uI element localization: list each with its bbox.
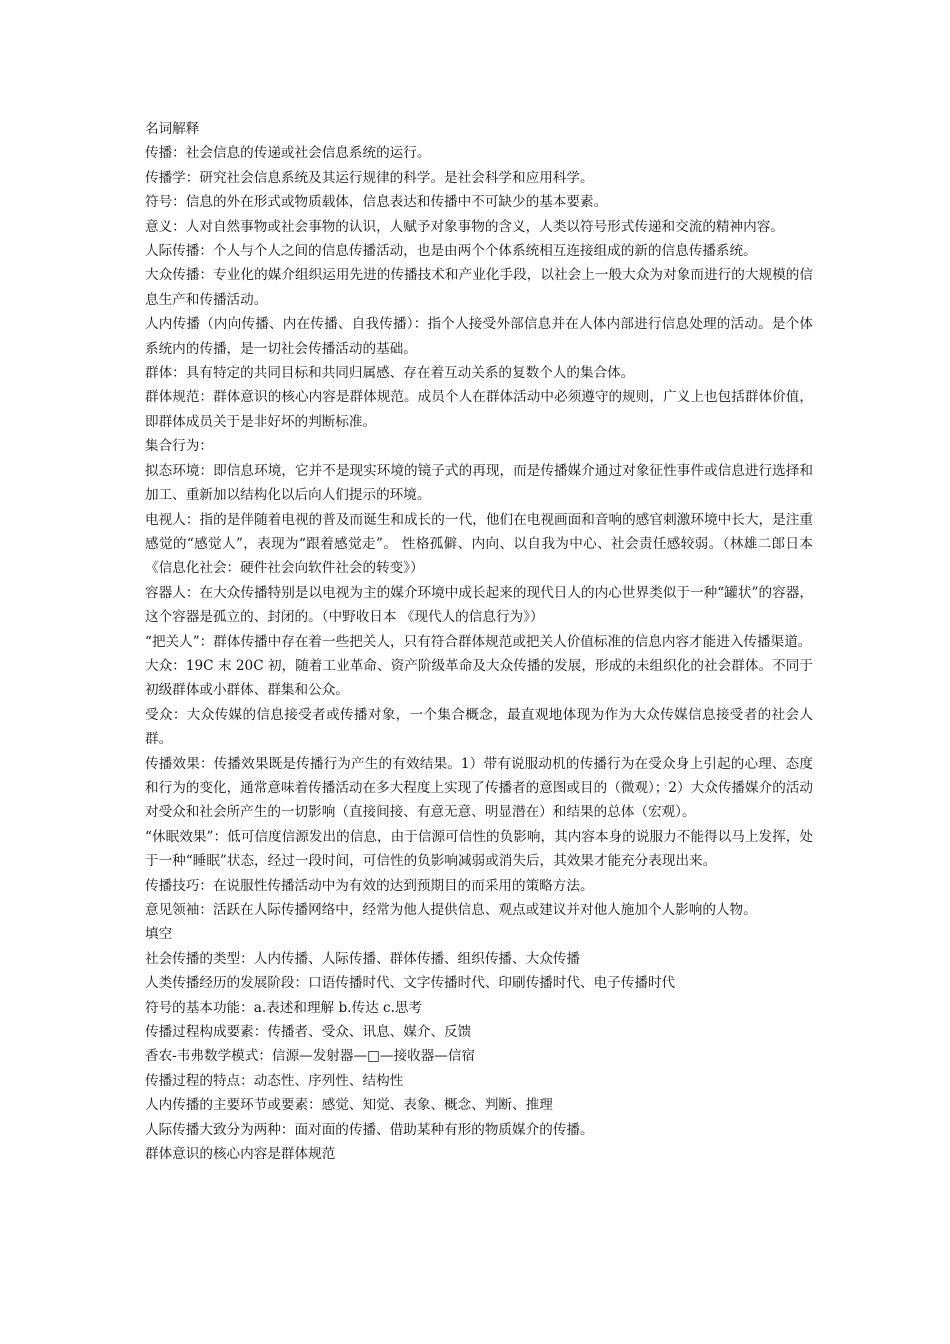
definition-paragraph: 意义：人对自然事物或社会事物的认识，人赋予对象事物的含义，人类以符号形式传递和交流的精神内容。	[145, 218, 784, 235]
definition-paragraph: 大众：19C 末 20C 初，随着工业革命、资产阶级革命及大众传播的发展，形成的未组织化的社会群体。不同于初级群体或小群体、群集和公众。	[145, 657, 813, 699]
section-heading-terms: 名词解释	[145, 121, 200, 137]
definition-paragraph: 群体：具有特定的共同目标和共同归属感、存在着互动关系的复数个人的集合体。	[145, 365, 635, 382]
fill-in-item: 符号的基本功能：a.表述和理解 b.传达 c.思考	[145, 999, 423, 1016]
definition-paragraph: “休眠效果”：低可信度信源发出的信息，由于信源可信性的负影响，其内容本身的说服力不能得以马上发挥，处于一种“睡眠”状态，经过一段时间，可信性的负影响减弱或消失后，其效果才能充分表现出来。	[145, 828, 813, 870]
fill-in-item: 人类传播经历的发展阶段：口语传播时代、文字传播时代、印刷传播时代、电子传播时代	[145, 975, 676, 992]
fill-in-item: 群体意识的核心内容是群体规范	[145, 1146, 336, 1163]
definition-paragraph: 传播技巧：在说服性传播活动中为有效的达到预期目的而采用的策略方法。	[145, 877, 594, 894]
definition-paragraph: 容器人：在大众传播特别是以电视为主的媒介环境中成长起来的现代日人的内心世界类似于一种“罐状”的容器，这个容器是孤立的、封闭的。（中野收日本 《现代人的信息行为》）	[145, 584, 813, 626]
definition-paragraph: 传播学：研究社会信息系统及其运行规律的科学。是社会科学和应用科学。	[145, 169, 594, 186]
definition-paragraph: 拟态环境：即信息环境，它并不是现实环境的镜子式的再现，而是传播媒介通过对象征性事件或信息进行选择和加工、重新加以结构化以后向人们提示的环境。	[145, 462, 813, 504]
definition-paragraph: 集合行为：	[145, 438, 213, 455]
definition-paragraph: 人内传播（内向传播、内在传播、自我传播）：指个人接受外部信息并在人体内部进行信息处理的活动。是个体系统内的传播，是一切社会传播活动的基础。	[145, 316, 813, 357]
definition-paragraph: 符号：信息的外在形式或物质载体，信息表达和传播中不可缺少的基本要素。	[145, 194, 608, 211]
document-body	[145, 117, 813, 1166]
fill-in-item: 传播过程构成要素：传播者、受众、讯息、媒介、反馈	[145, 1024, 472, 1041]
fill-in-item: 人内传播的主要环节或要素：感觉、知觉、表象、概念、判断、推理	[145, 1097, 553, 1114]
definition-paragraph: “把关人”：群体传播中存在着一些把关人，只有符合群体规范或把关人价值标准的信息内容才能进入传播渠道。	[145, 633, 812, 650]
definition-paragraph: 人际传播：个人与个人之间的信息传播活动，也是由两个个体系统相互连接组成的新的信息传播系统。	[145, 243, 757, 260]
definition-paragraph: 电视人：指的是伴随着电视的普及而诞生和成长的一代，他们在电视画面和音响的感官刺激环境中长大，是注重感觉的“感觉人”，表现为“跟着感觉走”。 性格孤僻、内向、以自我为中心、社会责任感较弱。（林雄二郎日本《信息化社会：硬件社会向软件社会的转变》）	[145, 511, 813, 577]
section-heading-fill-in: 填空	[145, 926, 173, 943]
definition-paragraph: 受众：大众传媒的信息接受者或传播对象，一个集合概念，最直观地体现为作为大众传媒信息接受者的社会人群。	[145, 706, 813, 748]
fill-in-item: 社会传播的类型：人内传播、人际传播、群体传播、组织传播、大众传播	[145, 950, 580, 967]
definition-paragraph: 传播：社会信息的传递或社会信息系统的运行。	[145, 145, 431, 162]
fill-in-item: 香农-韦弗数学模式：信源—发射器—□—接收器—信宿	[145, 1048, 476, 1065]
definition-paragraph: 传播效果：传播效果既是传播行为产生的有效结果。1）带有说服动机的传播行为在受众身上引起的心理、态度和行为的变化，通常意味着传播活动在多大程度上实现了传播者的意图或目的（微观）；2）大众传播媒介的活动对受众和社会所产生的一切影响（直接间接、有意无意、明显潜在）和结果的总体（宏观）。	[145, 755, 813, 821]
definition-paragraph: 大众传播：专业化的媒介组织运用先进的传播技术和产业化手段，以社会上一般大众为对象而进行的大规模的信息生产和传播活动。	[145, 267, 813, 308]
definition-paragraph: 群体规范：群体意识的核心内容是群体规范。成员个人在群体活动中必须遵守的规则，广义上也包括群体价值，即群体成员关于是非好坏的判断标准。	[145, 389, 813, 430]
fill-in-item: 传播过程的特点：动态性、序列性、结构性	[145, 1072, 404, 1089]
fill-in-item: 人际传播大致分为两种：面对面的传播、借助某种有形的物质媒介的传播。	[145, 1121, 594, 1138]
definition-paragraph: 意见领袖：活跃在人际传播网络中，经常为他人提供信息、观点或建议并对他人施加个人影响的人物。	[145, 902, 757, 918]
